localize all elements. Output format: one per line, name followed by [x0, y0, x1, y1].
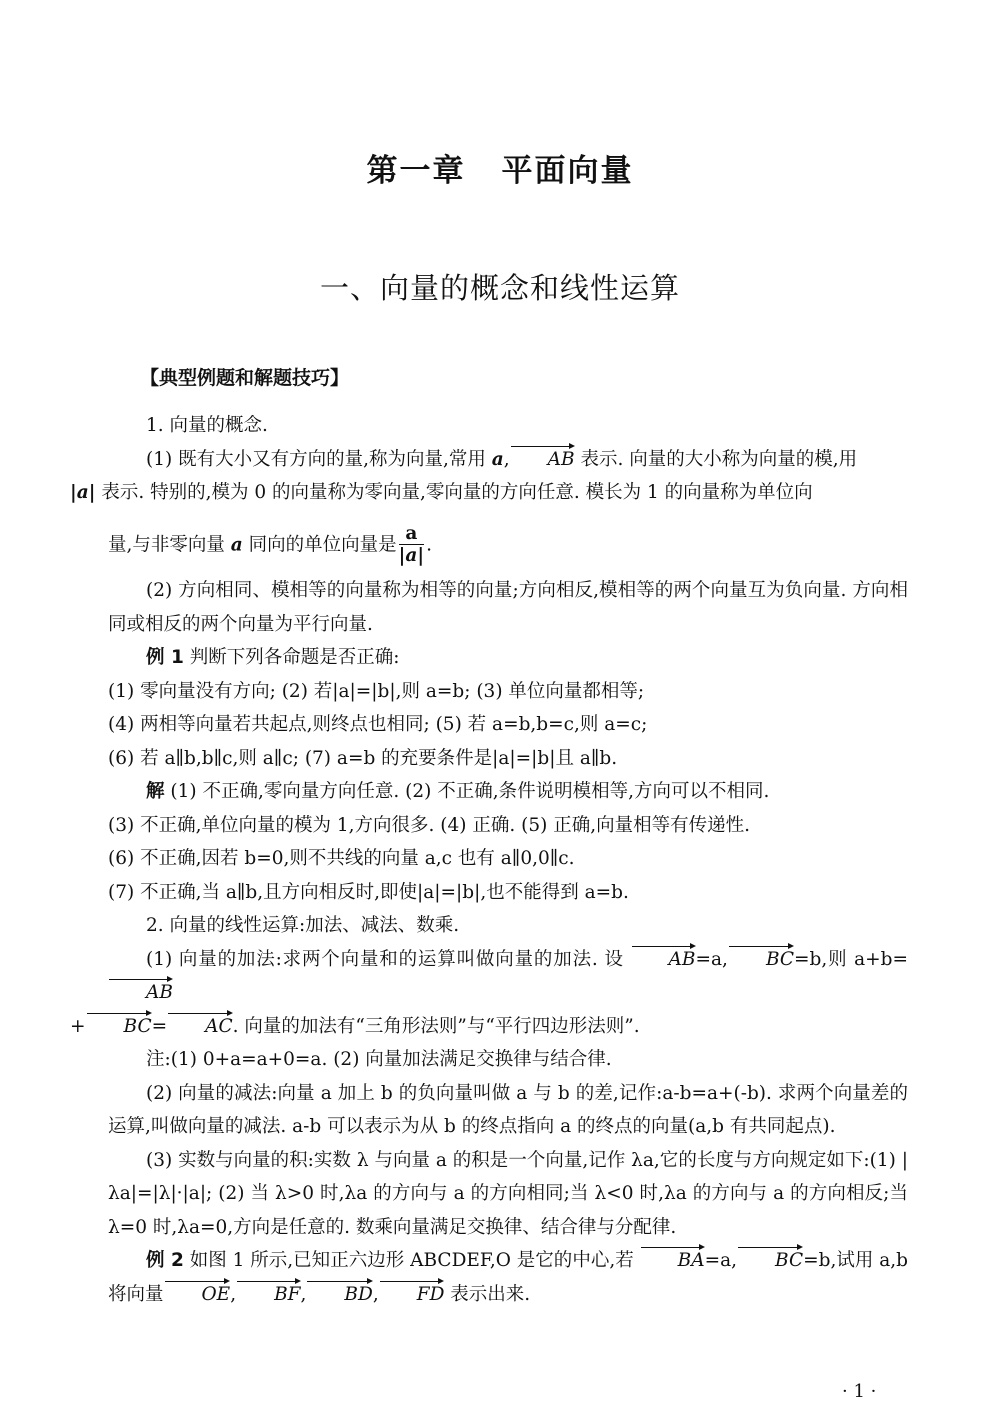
- chapter-name: 平面向量: [501, 153, 634, 189]
- main-text-block: [70, 574, 908, 1311]
- equal-vectors-paragraph: (2) 方向相同、模相等的向量称为相等的向量;方向相反,模相等的两个向量互为负向量. 方向相同或相反的两个向量为平行向量.: [108, 580, 908, 635]
- vector-FD: FD: [379, 1280, 445, 1305]
- subsection-heading: 【典型例题和解题技巧】: [140, 367, 350, 389]
- section-title: 一、向量的概念和线性运算: [319, 271, 680, 305]
- example-1-label: 例 1: [146, 647, 184, 668]
- example-1-item-line: (6) 若 a∥b,b∥c,则 a∥c; (7) a=b 的充要条件是|a|=|b|且 a∥b.: [108, 747, 618, 769]
- example-2-label: 例 2: [146, 1250, 184, 1271]
- concept-heading: 1. 向量的概念.: [146, 415, 268, 436]
- vector-AB: AB: [108, 978, 173, 1003]
- vector-BF: BF: [236, 1280, 300, 1305]
- vector-AC: AC: [167, 1012, 233, 1037]
- solution-label: 解: [146, 781, 165, 802]
- scalar-multiplication-paragraph: (3) 实数与向量的积:实数 λ 与向量 a 的积是一个向量,记作 λa,它的长度与方向规定如下:(1) |λa|=|λ|·|a|; (2) 当 λ>0 时,λa 的方向与 a 的方向相同;当 λ<0 时,λa 的方向与 a 的方向相反;当 λ=0 时,λa=0,方向是任意的. 数乘向量满足交换律、结合律与分配律.: [108, 1149, 908, 1238]
- page-number: · 1 ·: [842, 1381, 877, 1402]
- unit-vector-fraction: $\frac{a}{|a|}$: [398, 523, 425, 566]
- vector-AB: AB: [510, 445, 575, 470]
- vector-BA: BA: [640, 1246, 705, 1271]
- vector-BD: BD: [306, 1280, 372, 1305]
- linear-ops-heading: 2. 向量的线性运算:加法、减法、数乘.: [146, 915, 460, 936]
- concept-paragraph-1: (1) 既有大小又有方向的量,称为向量,常用 a, AB 表示. 向量的大小称为向量的模,用 |a| 表示. 特别的,模为 0 的向量称为零向量,零向量的方向任意. 模长为 1 的向量称为单位向: [108, 443, 908, 510]
- vector-AB: AB: [631, 945, 696, 970]
- vector-addition-paragraph: (1) 向量的加法:求两个向量和的运算叫做向量的加法. 设 AB=a, BC=b,则 a+b=AB + BC= AC. 向量的加法有“三角形法则”与“平行四边形法则”.: [108, 943, 908, 1044]
- solution-line: (6) 不正确,因若 b=0,则不共线的向量 a,c 也有 a∥0,0∥c.: [108, 848, 575, 869]
- addition-note: 注:(1) 0+a=a+0=a. (2) 向量加法满足交换律与结合律.: [146, 1049, 612, 1070]
- example-1-prompt: 例 1 判断下列各命题是否正确:: [146, 647, 400, 668]
- chapter-title: [0, 145, 1000, 190]
- vector-BC: BC: [728, 945, 794, 970]
- concept-block: [70, 409, 908, 510]
- example-2-prompt: 例 2 如图 1 所示,已知正六边形 ABCDEF,O 是它的中心,若 BA=a, BC=b,试用 a,b 将向量 OE, BF, BD, FD 表示出来.: [108, 1244, 908, 1311]
- vector-BC: BC: [737, 1246, 803, 1271]
- vector-subtraction-paragraph: (2) 向量的减法:向量 a 加上 b 的负向量叫做 a 与 b 的差,记作:a-b=a+(-b). 求两个向量差的运算,叫做向量的减法. a-b 可以表示为从 b 的终点指向 a 的终点的向量(a,b 有共同起点).: [108, 1082, 908, 1137]
- vector-BC: BC: [86, 1012, 152, 1037]
- chapter-number: 第一章: [366, 153, 466, 189]
- solution-line: (7) 不正确,当 a∥b,且方向相反时,即使|a|=|b|,也不能得到 a=b.: [108, 881, 629, 903]
- vector-OE: OE: [164, 1280, 231, 1305]
- unit-vector-line: 量,与非零向量 a 同向的单位向量是 $\frac{a}{|a|}$ .: [108, 523, 432, 566]
- example-1-item-line: (1) 零向量没有方向; (2) 若|a|=|b|,则 a=b; (3) 单位向量都相等;: [108, 680, 645, 702]
- solution-line: 解 (1) 不正确,零向量方向任意. (2) 不正确,条件说明模相等,方向可以不相同.: [146, 781, 770, 802]
- solution-line: (3) 不正确,单位向量的模为 1,方向很多. (4) 正确. (5) 正确,向量相等有传递性.: [108, 814, 750, 836]
- example-1-item-line: (4) 两相等向量若共起点,则终点也相同; (5) 若 a=b,b=c,则 a=c;: [108, 714, 648, 735]
